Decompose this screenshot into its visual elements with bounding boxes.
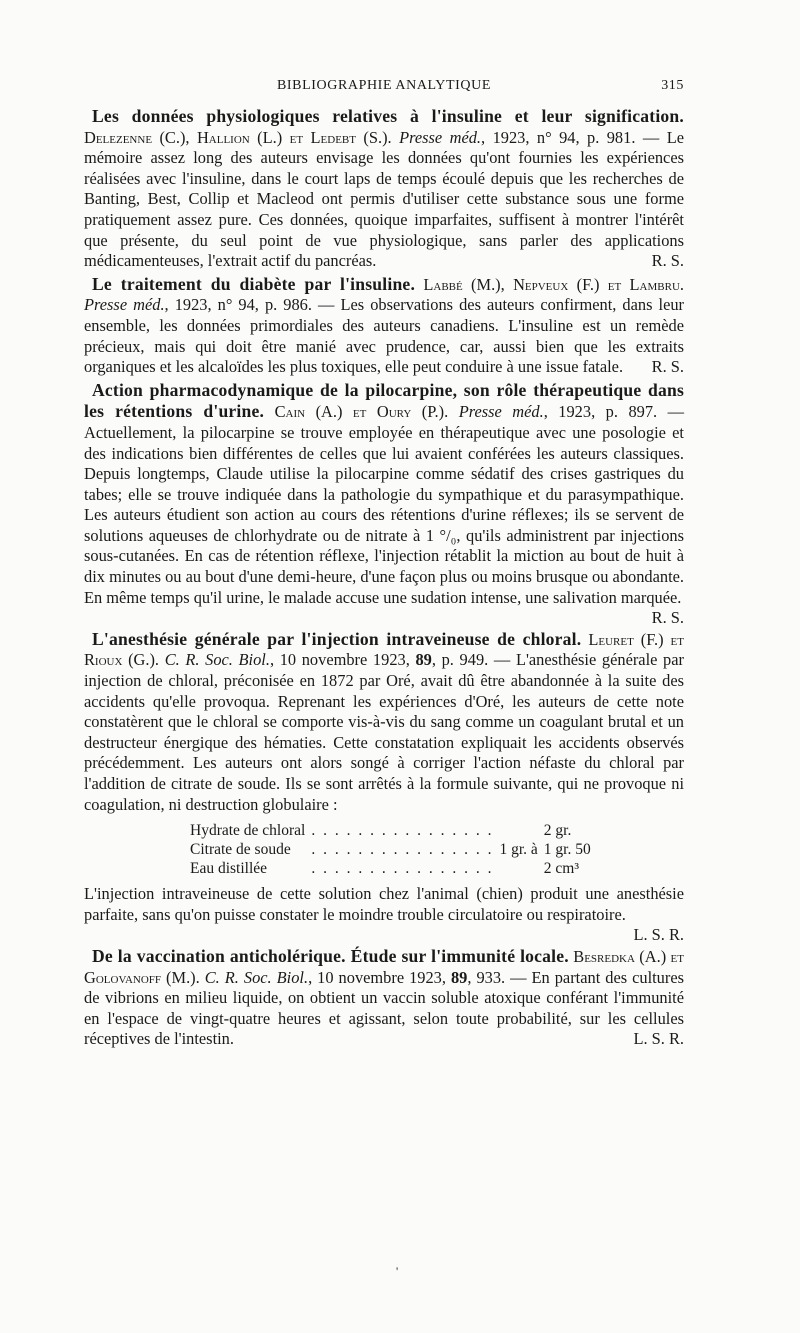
bibliography-entry [84, 379, 684, 628]
entry-title: Action pharmacodynamique de la pilocarpine, son rôle thérapeutique dans les rétentions d'urine. [84, 379, 684, 422]
entry-signature: R. S. [651, 608, 684, 628]
leader-dots [311, 840, 499, 859]
entry-journal: Presse méd. [399, 127, 482, 147]
ingredient-name: Citrate de soude [190, 841, 291, 859]
entry-journal: Presse méd. [84, 295, 165, 315]
ingredient-amount: 1 gr. 50 [543, 841, 591, 859]
ingredient-range [499, 821, 543, 840]
entry-authors: Besredka (A.) et Golovanoff (M.). [84, 946, 684, 987]
page-number: 315 [661, 78, 684, 93]
running-title: BIBLIOGRAPHIE ANALYTIQUE [276, 78, 492, 93]
entry-conclusion [84, 884, 684, 945]
ingredient-name: Hydrate de chloral [190, 822, 306, 840]
entry-title: L'anesthésie générale par l'injection intraveineuse de chloral. [92, 628, 582, 649]
entry-body: L'anesthésie générale par injection de chloral, préconisée en 1872 par Oré, avait dû être abandonnée à la suite des accidents qu'elle provoqua. Reprenant les expériences d'Oré, les auteurs de cette note constatèrent que le chloral se comporte vis-à-vis du sang comme un coagulant brutal et un destructeur énergique des hématies. Cette constatation expliquait les accidents observés précédemment. Les auteurs ont alors songé à corriger l'action néfaste du chloral par l'addition de citrate de soude. Ils se sont arrêtés à la formule suivante, qui ne provoque ni coagulation, ni destruction globulaire : [84, 650, 684, 814]
ingredient-range: 1 gr. à [499, 841, 538, 859]
ingredient-amount: 2 cm³ [543, 860, 579, 878]
formula-row [190, 821, 597, 840]
leader-dots [311, 859, 499, 878]
entry-body: Les observations des auteurs confirment, dans leur ensemble, les données primordiales des auteurs canadiens. L'insuline est un remède précieux, mais qui doit être manié avec prudence, car, aussi bien que les extraits organiques et les alcaloïdes les plus toxiques, elle peut conduire à une issue fatale. [84, 295, 684, 377]
entry-volume: 89 [450, 967, 468, 987]
entry-reference: , 1923, p. 897. — [543, 402, 684, 422]
bibliography-entry [84, 946, 684, 1050]
entry-title: De la vaccination anticholérique. Étude sur l'immunité locale. [92, 945, 569, 966]
formula-table [190, 821, 597, 878]
entry-authors: Cain (A.) et Oury (P.). [274, 402, 449, 422]
ingredient-amount: 2 gr. [543, 822, 572, 840]
bibliography-entry [84, 274, 684, 378]
ingredient-name: Eau distillée [190, 860, 268, 878]
entry-signature: R. S. [651, 251, 684, 271]
entry-reference: , 933. — [467, 967, 527, 987]
entry-body: Actuellement, la pilocarpine se trouve employée en thérapeutique avec une posologie et des indications bien différentes de celles que lui avaient conférées les auteurs classiques. Depuis longtemps, Claude utilise la pilocarpine comme sédatif des crises gastriques du tabes; elle se trouve indiquée dans la pathologie du sympathique et du parasympathique. Les auteurs étudient son action au cours des rétentions d'urine réflexes; ils se servent de solutions aqueuses de chlorhydrate ou de nitrate à 1 °/₀, qu'ils administrent par injections sous-cutanées. En cas de rétention réflexe, l'injection rétablit la miction au bout de huit à dix minutes ou au bout d'une demi-heure, d'une façon plus ou moins brusque ou abondante. En même temps qu'il urine, le malade accuse une sudation intense, une salivation marquée. [84, 422, 684, 607]
entry-signature: R. S. [651, 357, 684, 377]
entry-title: Le traitement du diabète par l'insuline. [92, 273, 416, 294]
entry-reference: , 1923, n° 94, p. 981. — [481, 127, 660, 147]
stray-print-mark: ' [396, 1264, 399, 1278]
bibliography-entry [84, 106, 684, 272]
entry-body: Le mémoire assez long des auteurs envisage les données qu'ont fournies les expériences réalisées avec l'insuline, dans le court laps de temps écoulé depuis que les recherches de Banting, Best, Collip et Macleod ont permis d'utiliser cette substance sous une forme pratiquement assez pure. Ces données, quoique imparfaites, suffisent à montrer l'intérêt que présente, du seul point de vue physiologique, sans parler des applications médicamenteuses, l'extrait actif du pancréas. [84, 127, 684, 271]
formula-row [190, 840, 597, 859]
entry-reference-prefix: , 10 novembre 1923, [269, 650, 416, 670]
entry-journal: Presse méd. [458, 402, 544, 422]
formula-row [190, 859, 597, 878]
leader-dots [311, 821, 499, 840]
running-header [84, 72, 684, 98]
entry-journal: C. R. Soc. Biol. [204, 967, 309, 987]
entry-journal: C. R. Soc. Biol. [164, 650, 270, 670]
entry-authors: Leuret (F.) et Rioux (G.). [84, 629, 684, 670]
bibliography-entry [84, 629, 684, 815]
entry-reference: , 1923, n° 94, p. 986. — [164, 295, 335, 315]
entry-signature: L. S. R. [633, 925, 684, 945]
entry-signature: L. S. R. [633, 1029, 684, 1049]
entry-body: En partant des cultures de vibrions en milieu liquide, on obtient un vaccin soluble atoxique conférant l'immunité en l'espace de vingt-quatre heures et agissant, selon toute probabilité, sur les cellules réceptives de l'intestin. [84, 967, 684, 1049]
entry-volume: 89 [415, 650, 432, 670]
entry-title: Les données physiologiques relatives à l'insuline et leur signification. [92, 106, 684, 126]
entry-after-text: L'injection intraveineuse de cette solution chez l'animal (chien) produit une anesthésie parfaite, sans qu'on puisse constater le moindre trouble circulatoire ou respiratoire. [84, 884, 684, 924]
entry-authors: Delezenne (C.), Hallion (L.) et Ledebt (S.). [84, 127, 392, 147]
entry-reference-prefix: , 10 novembre 1923, [308, 967, 451, 987]
entry-authors: Labbé (M.), Nepveux (F.) et Lambru. [423, 274, 684, 294]
ingredient-range [499, 859, 543, 878]
entry-reference: , p. 949. — [431, 650, 511, 670]
